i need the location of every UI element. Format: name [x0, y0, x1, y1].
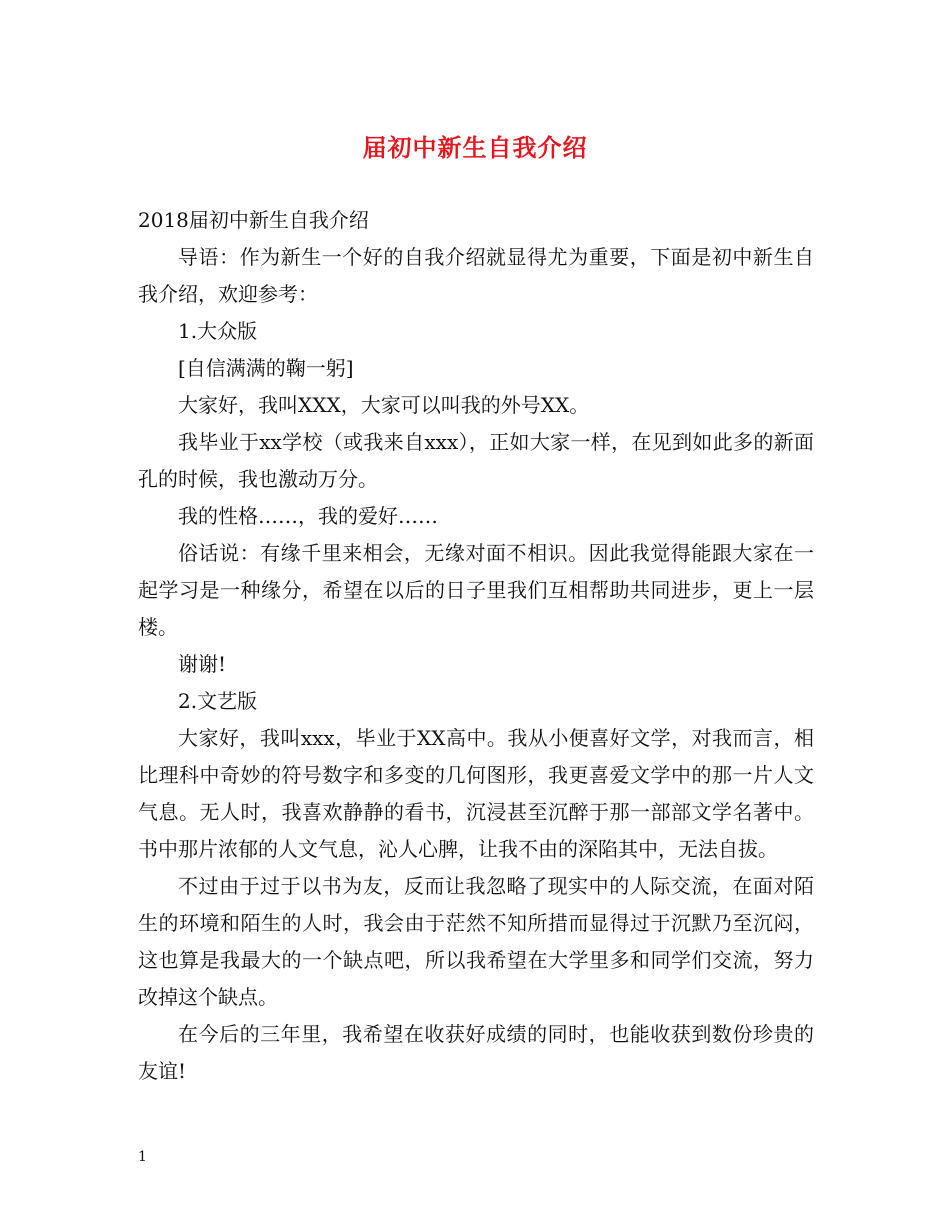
paragraph-intro: 导语：作为新生一个好的自我介绍就显得尤为重要，下面是初中新生自我介绍，欢迎参考：	[138, 245, 814, 306]
document-body	[138, 202, 814, 1090]
paragraph-hope: 在今后的三年里，我希望在收获好成绩的同时，也能收获到数份珍贵的友谊!	[138, 1022, 814, 1083]
paragraph-heading-line: 2018届初中新生自我介绍	[138, 208, 369, 232]
paragraph-personality: 我的性格……，我的爱好……	[178, 504, 438, 528]
section-heading-popular-version: 1.大众版	[178, 319, 258, 343]
section-heading-literary-version: 2.文艺版	[178, 689, 258, 713]
paragraph-proverb: 俗话说：有缘千里来相会，无缘对面不相识。因此我觉得能跟大家在一起学习是一种缘分，希望在以后的日子里我们互相帮助共同进步，更上一层楼。	[138, 541, 814, 639]
paragraph-thanks: 谢谢!	[178, 652, 227, 676]
page-number: 1	[138, 1149, 147, 1165]
document-title: 届初中新生自我介绍	[362, 133, 588, 162]
paragraph-weakness: 不过由于过于以书为友，反而让我忽略了现实中的人际交流，在面对陌生的环境和陌生的人时，我会由于茫然不知所措而显得过于沉默乃至沉闷，这也算是我最大的一个缺点吧，所以我希望在大学里多和同学们交流，努力改掉这个缺点。	[138, 874, 814, 1009]
paragraph-literature: 大家好，我叫xxx，毕业于XX高中。我从小便喜好文学，对我而言，相比理科中奇妙的符号数字和多变的几何图形，我更喜爱文学中的那一片人文气息。无人时，我喜欢静静的看书，沉浸甚至沉醉于那一部部文学名著中。书中那片浓郁的人文气息，沁人心脾，让我不由的深陷其中，无法自拔。	[138, 726, 814, 861]
paragraph-greeting: 大家好，我叫XXX，大家可以叫我的外号XX。	[178, 393, 590, 417]
paragraph-school: 我毕业于xx学校（或我来自xxx），正如大家一样，在见到如此多的新面孔的时候，我也激动万分。	[138, 430, 814, 491]
paragraph-stage-direction: [自信满满的鞠一躬]	[178, 356, 354, 380]
